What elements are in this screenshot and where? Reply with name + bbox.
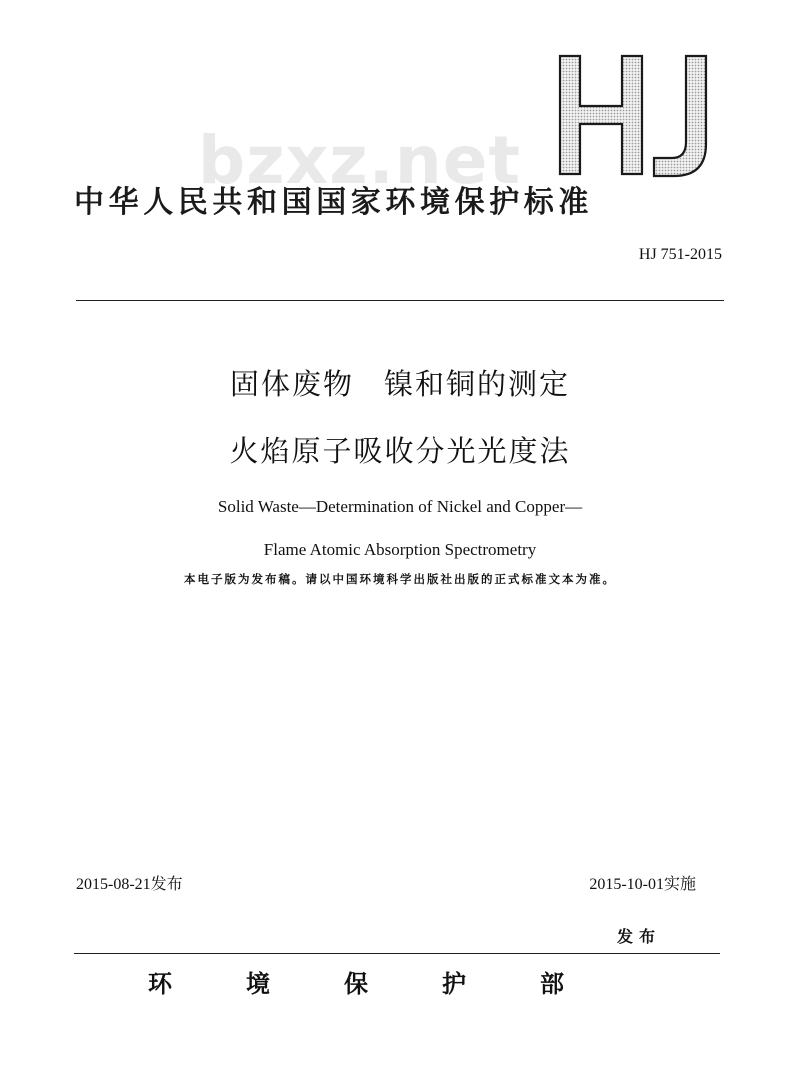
bottom-divider xyxy=(74,953,720,954)
standard-category-title: 中华人民共和国国家环境保护标准 xyxy=(74,185,593,220)
chinese-title-line-2: 火焰原子吸收分光光度法 xyxy=(229,434,571,468)
english-title-line-2: Flame Atomic Absorption Spectrometry xyxy=(263,540,537,559)
watermark: bzxz.net xyxy=(198,122,522,199)
chinese-title-subject: 固体废物 xyxy=(229,367,354,401)
electronic-version-notice: 本电子版为发布稿。请以中国环境科学出版社出版的正式标准文本为准。 xyxy=(184,572,616,586)
publish-label: 发布 xyxy=(617,927,662,946)
chinese-title-line-1 xyxy=(0,367,800,401)
issue-date: 2015-08-21发布 xyxy=(76,876,183,893)
chinese-title-scope: 镍和铜的测定 xyxy=(384,367,571,401)
implementation-date: 2015-10-01实施 xyxy=(589,876,696,893)
english-title-line-1: Solid Waste—Determination of Nickel and Copper— xyxy=(217,497,583,516)
issuing-authority: 环境保护部 xyxy=(148,970,638,998)
standard-number: HJ 751-2015 xyxy=(638,246,722,263)
hj-logo xyxy=(556,52,716,182)
top-divider xyxy=(76,300,724,301)
hj-logo-graphic xyxy=(556,52,716,182)
